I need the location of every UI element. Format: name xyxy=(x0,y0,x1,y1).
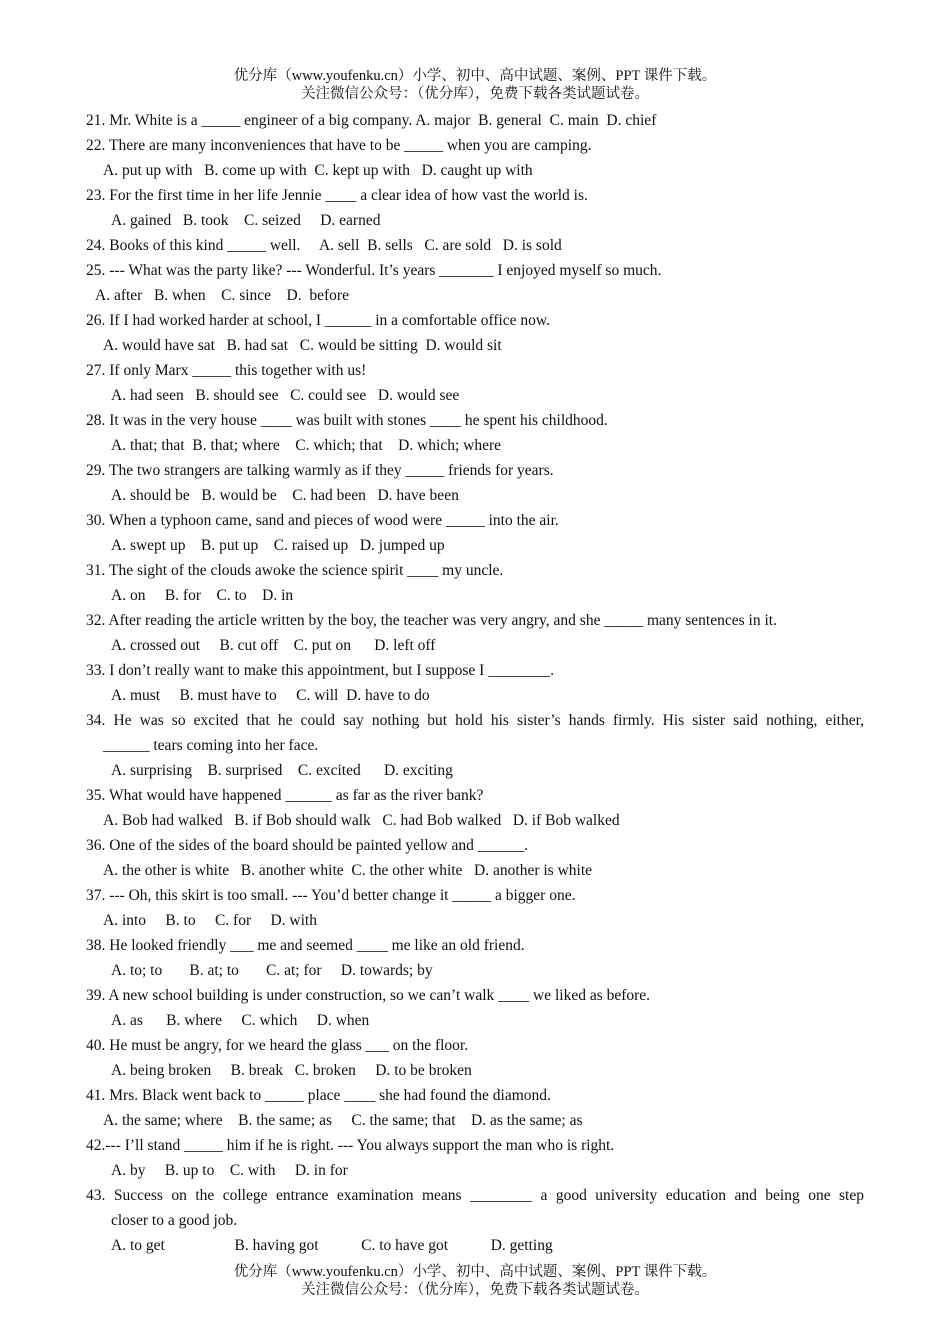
question-43-cont: closer to a good job. xyxy=(111,1212,238,1229)
question-40: 40. He must be angry, for we heard the glass ___ on the floor. xyxy=(86,1037,469,1054)
options-29: A. should be B. would be C. had been D. have been xyxy=(111,487,459,504)
options-23: A. gained B. took C. seized D. earned xyxy=(111,212,381,229)
question-24: 24. Books of this kind _____ well. A. sell B. sells C. are sold D. is sold xyxy=(86,237,562,254)
options-40: A. being broken B. break C. broken D. to be broken xyxy=(111,1062,472,1079)
footer-line-2: 关注微信公众号：（优分库），免费下载各类试题试卷。 xyxy=(301,1282,649,1298)
options-25: A. after B. when C. since D. before xyxy=(95,287,349,304)
question-34-cont: ______ tears coming into her face. xyxy=(103,737,319,754)
question-38: 38. He looked friendly ___ me and seemed ____ me like an old friend. xyxy=(86,937,525,954)
question-28: 28. It was in the very house ____ was built with stones ____ he spent his childhood. xyxy=(86,412,608,429)
question-22: 22. There are many inconveniences that have to be _____ when you are camping. xyxy=(86,137,592,154)
options-36: A. the other is white B. another white C. the other white D. another is white xyxy=(103,862,593,879)
question-list xyxy=(86,108,864,1258)
question-33: 33. I don’t really want to make this appointment, but I suppose I ________. xyxy=(86,662,555,679)
header-line-1: 优分库（www.youfenku.cn）小学、初中、高中试题、案例、PPT 课件下载。 xyxy=(233,68,717,84)
options-35: A. Bob had walked B. if Bob should walk C. had Bob walked D. if Bob walked xyxy=(103,812,620,829)
options-33: A. must B. must have to C. will D. have to do xyxy=(111,687,430,704)
options-34: A. surprising B. surprised C. excited D. exciting xyxy=(111,762,453,779)
question-35: 35. What would have happened ______ as far as the river bank? xyxy=(86,787,484,804)
question-21: 21. Mr. White is a _____ engineer of a big company. A. major B. general C. main D. chief xyxy=(86,112,657,129)
options-30: A. swept up B. put up C. raised up D. jumped up xyxy=(111,537,445,554)
options-43: A. to get B. having got C. to have got D. getting xyxy=(111,1237,553,1254)
question-31: 31. The sight of the clouds awoke the science spirit ____ my uncle. xyxy=(86,562,504,579)
question-29: 29. The two strangers are talking warmly as if they _____ friends for years. xyxy=(86,462,554,479)
header-line-2: 关注微信公众号：（优分库），免费下载各类试题试卷。 xyxy=(301,86,649,102)
page-header xyxy=(0,67,950,103)
options-41: A. the same; where B. the same; as C. the same; that D. as the same; as xyxy=(103,1112,583,1129)
question-42: 42.--- I’ll stand _____ him if he is right. --- You always support the man who is right. xyxy=(86,1137,615,1154)
question-39: 39. A new school building is under construction, so we can’t walk ____ we liked as before. xyxy=(86,987,651,1004)
options-26: A. would have sat B. had sat C. would be sitting D. would sit xyxy=(103,337,502,354)
question-43: 43. Success on the college entrance examination means ________ a good university education and being one step xyxy=(86,1187,864,1204)
options-32: A. crossed out B. cut off C. put on D. left off xyxy=(111,637,436,654)
options-27: A. had seen B. should see C. could see D. would see xyxy=(111,387,460,404)
page-footer xyxy=(0,1263,950,1299)
question-25: 25. --- What was the party like? --- Wonderful. It’s years _______ I enjoyed myself so much. xyxy=(86,262,662,279)
question-36: 36. One of the sides of the board should be painted yellow and ______. xyxy=(86,837,529,854)
options-37: A. into B. to C. for D. with xyxy=(103,912,317,929)
footer-line-1: 优分库（www.youfenku.cn）小学、初中、高中试题、案例、PPT 课件下载。 xyxy=(233,1264,717,1280)
options-22: A. put up with B. come up with C. kept up with D. caught up with xyxy=(103,162,533,179)
question-27: 27. If only Marx _____ this together with us! xyxy=(86,362,367,379)
question-32: 32. After reading the article written by the boy, the teacher was very angry, and she _____ many sentences in it. xyxy=(86,612,777,629)
question-37: 37. --- Oh, this skirt is too small. --- You’d better change it _____ a bigger one. xyxy=(86,887,576,904)
options-38: A. to; to B. at; to C. at; for D. towards; by xyxy=(111,962,433,979)
options-28: A. that; that B. that; where C. which; that D. which; where xyxy=(111,437,501,454)
question-23: 23. For the first time in her life Jennie ____ a clear idea of how vast the world is. xyxy=(86,187,588,204)
question-30: 30. When a typhoon came, sand and pieces of wood were _____ into the air. xyxy=(86,512,559,529)
options-42: A. by B. up to C. with D. in for xyxy=(111,1162,348,1179)
options-39: A. as B. where C. which D. when xyxy=(111,1012,370,1029)
question-26: 26. If I had worked harder at school, I ______ in a comfortable office now. xyxy=(86,312,550,329)
question-34: 34. He was so excited that he could say nothing but hold his sister’s hands firmly. His sister said nothing, either, xyxy=(86,712,864,729)
question-41: 41. Mrs. Black went back to _____ place ____ she had found the diamond. xyxy=(86,1087,551,1104)
options-31: A. on B. for C. to D. in xyxy=(111,587,294,604)
